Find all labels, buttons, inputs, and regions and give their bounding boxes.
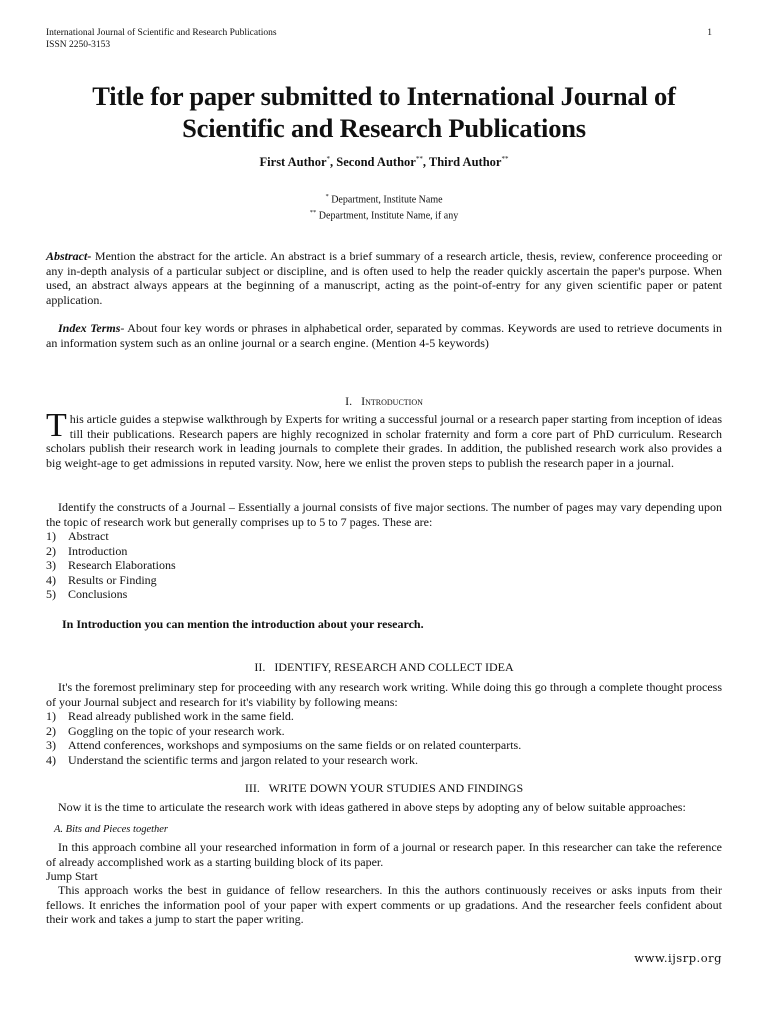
research-means-list [46, 709, 521, 767]
introduction-paragraph-1: This article guides a stepwise walkthrough by Experts for writing a successful journal or a research paper starting from inception of ideas till their publications. Research papers are highly recognized in scholar fraternity and form a core part of PhD curriculum. Research scholars publish their research work in leading journals to complete their grades. In addition, the published research work also provides a big weight-age to get admissions in reputed varsity. Now, here we enlist the proven steps to publish the research paper in a journal. [46, 407, 722, 470]
affiliation-1: * Department, Institute Name [325, 193, 443, 206]
section-heading-introduction: I. Introduction [345, 394, 423, 408]
abstract-text: Mention the abstract for the article. An abstract is a brief summary of a research article, thesis, review, conference proceeding or any in-depth analysis of a particular subject or discipline, and is often used to help the reader quickly ascertain the paper's purpose. When used, an abstract always appears at the beginning of a manuscript, acting as the point-of-entry for any given scientific paper or patent application. [46, 249, 722, 307]
list-item: 2) Goggling on the topic of your research work. [46, 723, 285, 738]
footer-website: www.ijsrp.org [634, 951, 722, 965]
paper-page [46, 0, 722, 1024]
list-item: 4) Understand the scientific terms and jargon related to your research work. [46, 752, 418, 767]
first-author-mark: * [326, 155, 331, 163]
abstract [46, 249, 722, 307]
list-item: 1) Abstract [46, 529, 109, 543]
index-terms [46, 321, 722, 350]
index-terms-label: Index Terms [58, 321, 121, 335]
list-item: 2) Introduction [46, 543, 128, 558]
introduction-paragraph-2: Identify the constructs of a Journal – Essentially a journal consists of five major sections. The number of pages may vary depending upon the topic of research work but generally comprises up to 5 to 7 pages. These are: [46, 500, 722, 529]
running-header [46, 27, 722, 51]
bits-paragraph: In this approach combine all your researched information in form of a journal or research paper. In this researcher can take the reference of already accomplished work as a starting building block of its paper. [46, 840, 722, 869]
third-author: , Third Author [422, 155, 502, 170]
title-line-1: Title for paper submitted to International Journal of [92, 81, 676, 111]
jump-start-label: Jump Start [46, 869, 98, 883]
section-heading-identify: II. IDENTIFY, RESEARCH AND COLLECT IDEA [254, 660, 514, 674]
second-author-mark: ** [415, 155, 423, 163]
page-number: 1 [707, 28, 712, 38]
journal-name: International Journal of Scientific and Research Publications [46, 28, 277, 38]
subsection-heading-bits: A. Bits and Pieces together [54, 824, 169, 835]
list-item: 3) Research Elaborations [46, 558, 176, 573]
drop-cap: T [46, 407, 67, 444]
affiliations [46, 190, 722, 223]
affiliation-2: ** Department, Institute Name, if any [309, 209, 459, 222]
first-author: First Author [259, 155, 327, 170]
list-item: 1) Read already published work in the same field. [46, 709, 294, 723]
list-item: 4) Results or Finding [46, 572, 157, 587]
list-item: 5) Conclusions [46, 587, 128, 602]
paper-title [46, 80, 722, 144]
write-down-paragraph: Now it is the time to articulate the research work with ideas gathered in above steps by adopting any of below suitable approaches: [58, 800, 686, 814]
jump-start-paragraph: This approach works the best in guidance of fellow researchers. In this the authors continuously receives or asks inputs from their fellows. It enriches the information pool of your paper with expert comments or up gradations. And the researcher feels confident about their work and takes a jump to start the paper writing. [46, 883, 722, 927]
issn: ISSN 2250-3153 [46, 40, 111, 50]
identify-paragraph: It's the foremost preliminary step for proceeding with any research work writing. While doing this go through a complete thought process of your Journal subject and research for it's viability by following means: [46, 680, 722, 709]
abstract-label: Abstract- [46, 249, 92, 263]
third-author-mark: ** [501, 155, 509, 163]
author-list [46, 155, 722, 170]
second-author: , Second Author [330, 155, 416, 170]
introduction-note: In Introduction you can mention the introduction about your research. [62, 617, 424, 631]
list-item: 3) Attend conferences, workshops and symposiums on the same fields or on related counterparts. [46, 738, 522, 753]
journal-sections-list [46, 529, 176, 602]
section-heading-write-down: III. WRITE DOWN YOUR STUDIES AND FINDINGS [244, 781, 524, 795]
index-terms-text: - About four key words or phrases in alphabetical order, separated by commas. Keywords are used to retrieve documents in an information system such as an online journal or a search engine. (Mention 4-5 keywords) [46, 321, 722, 350]
title-line-2: Scientific and Research Publications [182, 113, 586, 143]
